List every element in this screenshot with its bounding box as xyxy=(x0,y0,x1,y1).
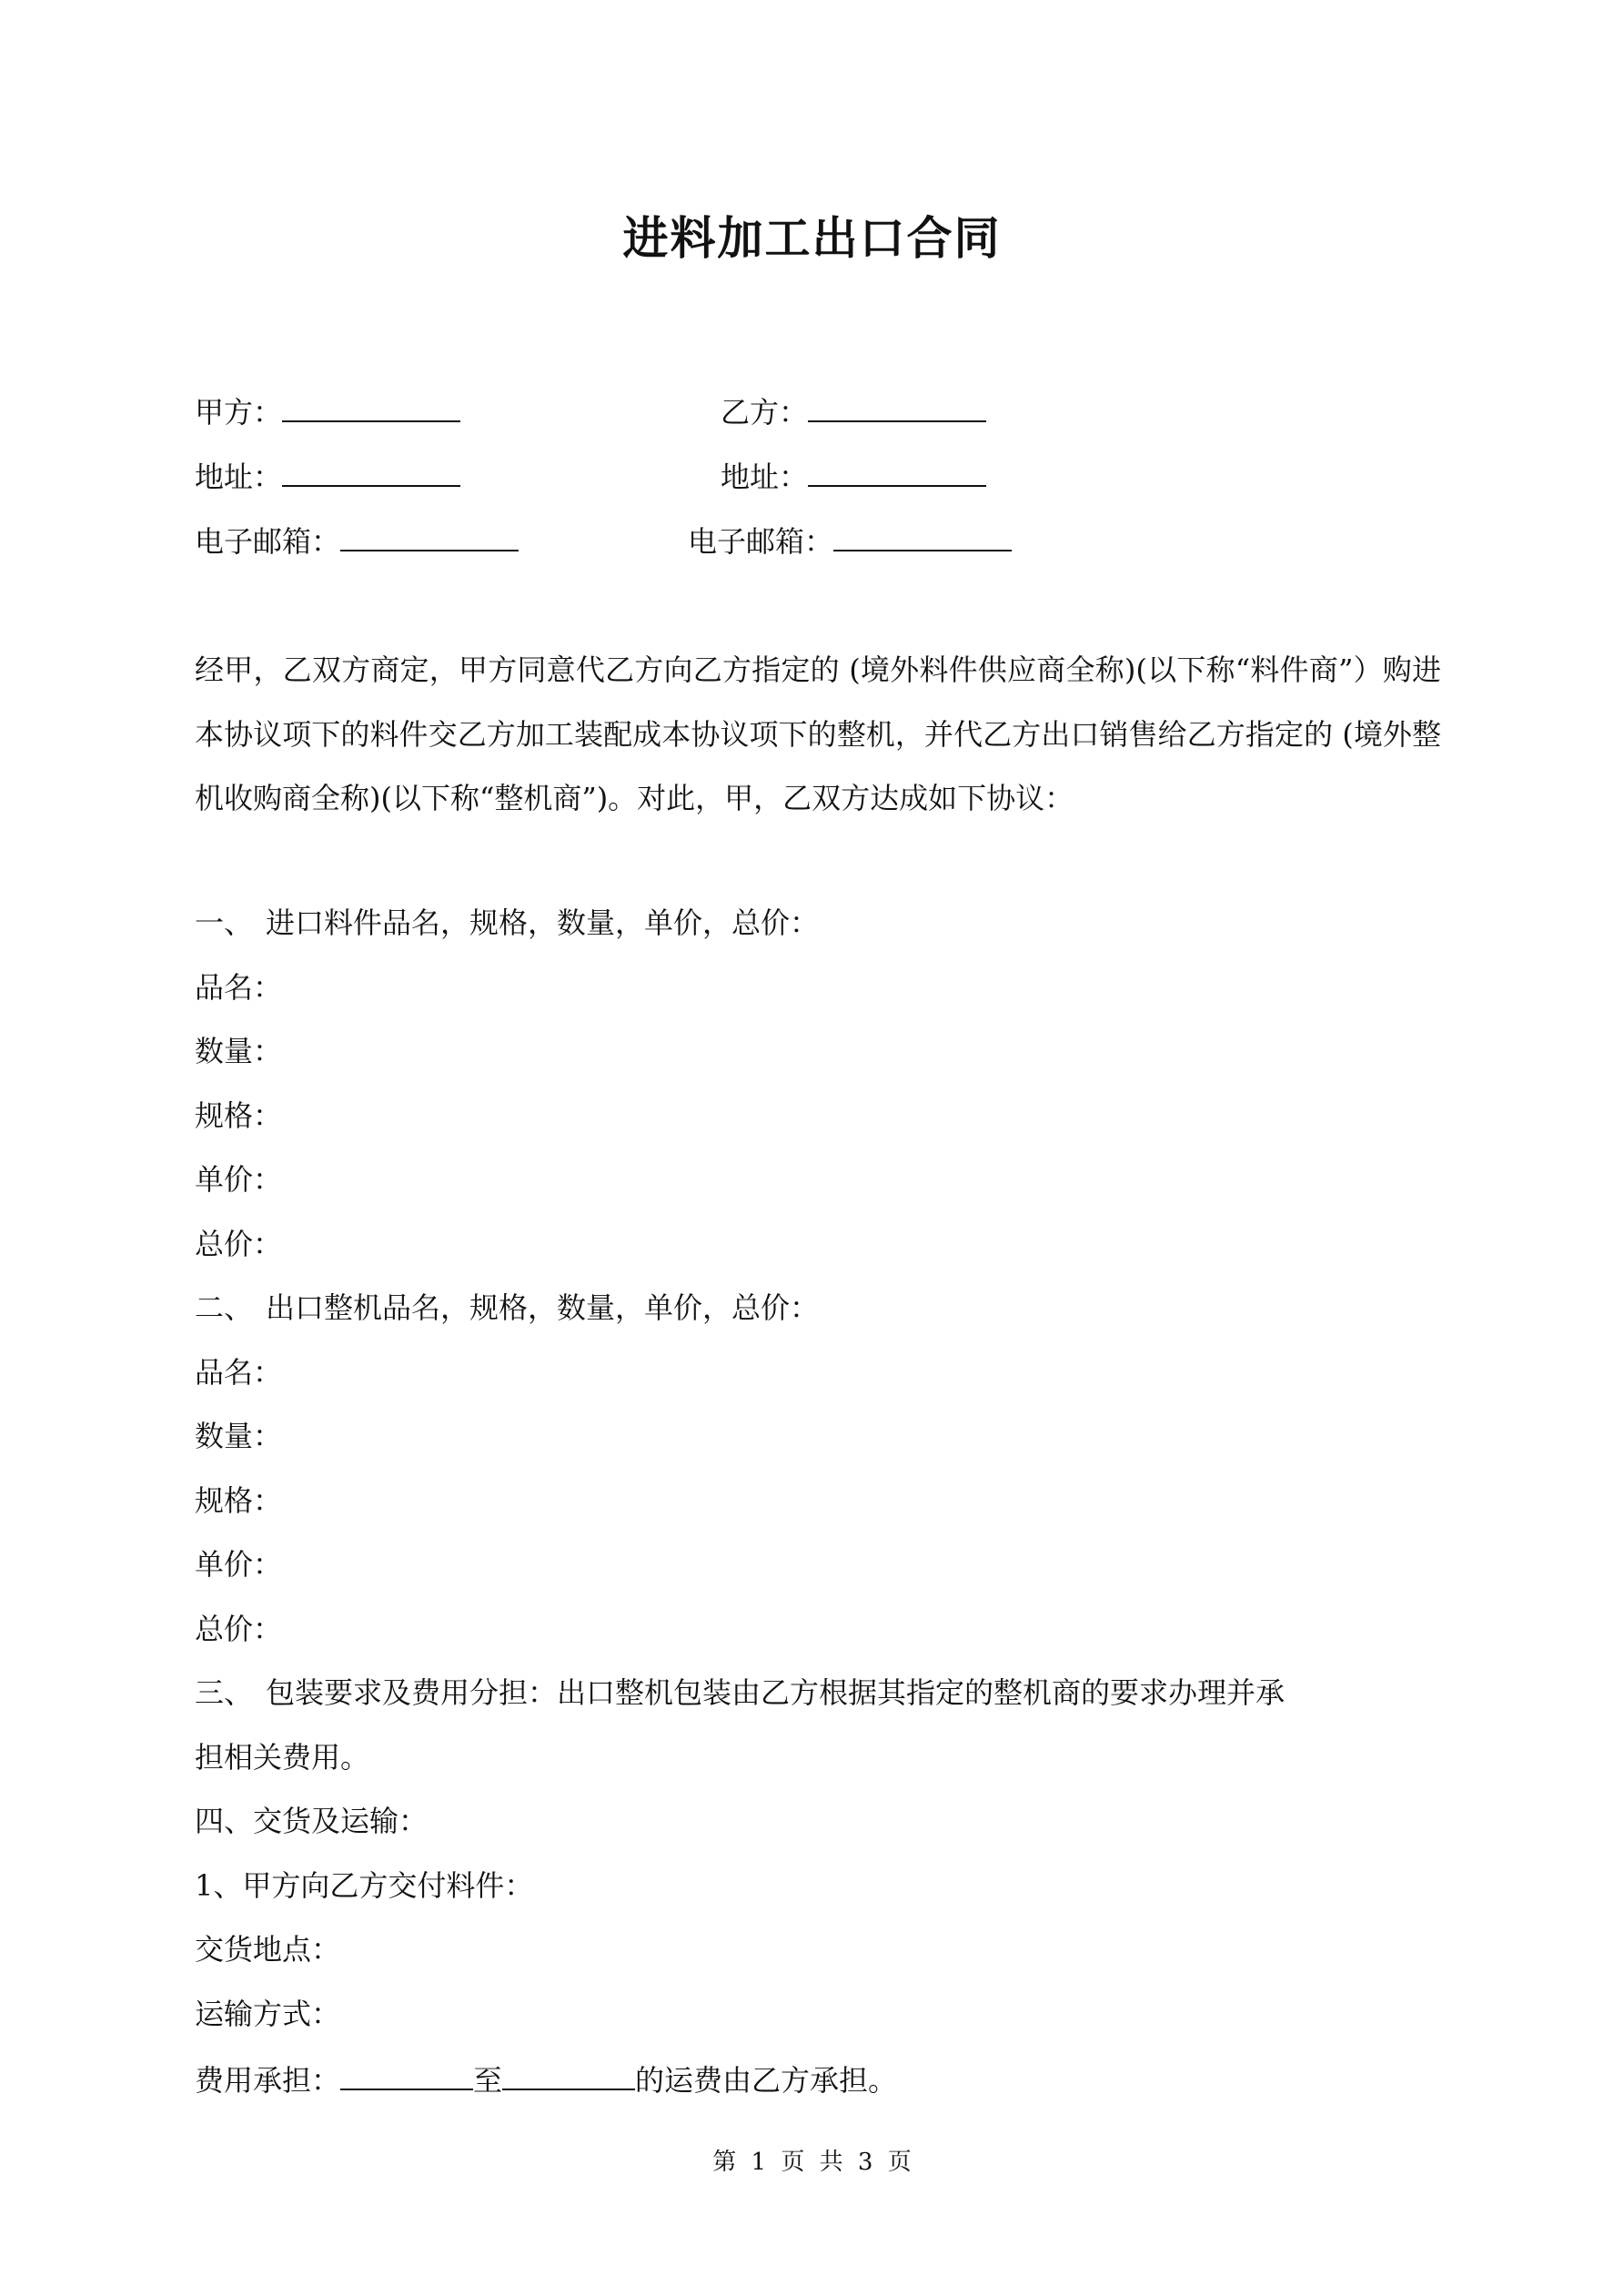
section1-field: 品名： xyxy=(195,970,283,1005)
section1-field: 总价： xyxy=(195,1227,283,1261)
section1-field: 数量： xyxy=(195,1034,283,1068)
cost-mid: 至 xyxy=(473,2063,503,2098)
cost-line xyxy=(195,2058,897,2100)
section1-title: 进口料件品名，规格，数量，单价，总价： xyxy=(266,905,820,940)
section2-title: 出口整机品名，规格，数量，单价，总价： xyxy=(266,1290,820,1325)
section1-field: 规格： xyxy=(195,1098,283,1133)
party-a-blank xyxy=(282,389,460,422)
section2-field: 数量： xyxy=(195,1419,283,1453)
cost-end: 的运费由乙方承担。 xyxy=(635,2063,898,2098)
section2-field: 品名： xyxy=(195,1355,283,1390)
address-a-blank xyxy=(282,454,460,487)
party-a-line xyxy=(195,389,460,432)
address-a-line xyxy=(195,454,460,497)
section3-line2: 担相关费用。 xyxy=(195,1740,370,1775)
footer-total-prefix: 共 xyxy=(819,2149,843,2176)
section2-number: 二、 xyxy=(195,1290,254,1325)
delivery-place-label: 交货地点： xyxy=(195,1932,341,1967)
page-footer xyxy=(0,2143,1624,2177)
transport-mode-label: 运输方式： xyxy=(195,1997,341,2031)
footer-total-unit: 页 xyxy=(887,2149,912,2176)
section4-heading: 四、交货及运输： xyxy=(195,1804,429,1838)
party-b-label: 乙方： xyxy=(721,395,809,430)
footer-page-unit: 页 xyxy=(781,2149,805,2176)
current-page-number: 1 xyxy=(751,2149,767,2176)
email-a-line xyxy=(195,519,519,561)
intro-paragraph: 经甲，乙双方商定，甲方同意代乙方向乙方指定的 (境外料件供应商全称)(以下称“料件商”）购进本协议项下的料件交乙方加工装配成本协议项下的整机，并代乙方出口销售给乙方指定的 (境外整机收购商全称)(以下称“整机商”)。对此，甲，乙双方达成如下协议： xyxy=(195,652,1441,815)
address-a-label: 地址： xyxy=(195,460,283,494)
footer-prefix: 第 xyxy=(712,2149,737,2176)
section2-heading xyxy=(195,1288,819,1328)
section2-field: 总价： xyxy=(195,1612,283,1646)
cost-from-blank xyxy=(340,2058,473,2090)
cost-label: 费用承担： xyxy=(195,2063,341,2098)
email-b-blank xyxy=(833,519,1012,551)
section4-item1: 1、甲方向乙方交付料件： xyxy=(195,1868,534,1903)
section3-text: 包装要求及费用分担：出口整机包装由乙方根据其指定的整机商的要求办理并承 xyxy=(266,1675,1286,1710)
party-a-label: 甲方： xyxy=(195,395,283,430)
section2-field: 规格： xyxy=(195,1483,283,1518)
address-b-label: 地址： xyxy=(721,460,809,494)
section1-field: 单价： xyxy=(195,1162,283,1197)
email-a-blank xyxy=(340,519,519,551)
section1-heading xyxy=(195,903,819,943)
email-b-line xyxy=(688,519,1012,561)
party-b-line xyxy=(721,389,986,432)
section3-number: 三、 xyxy=(195,1675,254,1710)
total-pages-number: 3 xyxy=(857,2149,873,2176)
email-b-label: 电子邮箱： xyxy=(688,524,834,559)
address-b-blank xyxy=(808,454,986,487)
section3-line1 xyxy=(195,1673,1285,1713)
party-b-blank xyxy=(808,389,986,422)
section1-number: 一、 xyxy=(195,905,254,940)
cost-to-blank xyxy=(502,2058,635,2090)
email-a-label: 电子邮箱： xyxy=(195,524,341,559)
document-title: 进料加工出口合同 xyxy=(622,211,1002,265)
section2-field: 单价： xyxy=(195,1547,283,1582)
address-b-line xyxy=(721,454,986,497)
